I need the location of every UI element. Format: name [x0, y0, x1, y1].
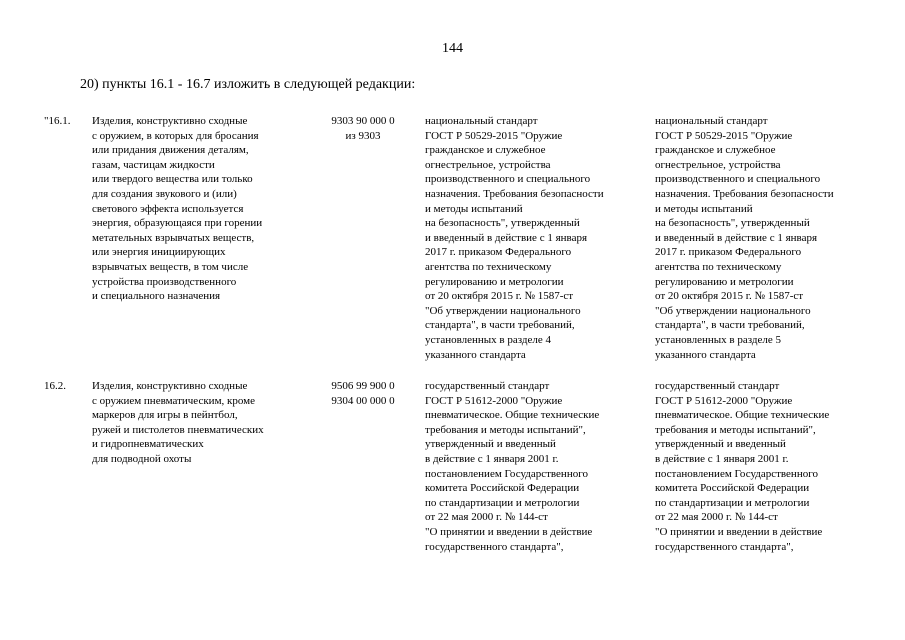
text-line: от 22 мая 2000 г. № 144-ст	[425, 511, 548, 524]
text-line: на безопасность", утвержденный	[425, 217, 580, 230]
text-line: газам, частицам жидкости	[92, 158, 215, 171]
text-line: взрывчатых веществ, в том числе	[92, 260, 249, 273]
text-line: и специального назначения	[92, 290, 221, 303]
text-line: с оружием пневматическим, кроме	[92, 394, 256, 407]
text-line: агентства по техническому	[425, 260, 552, 273]
text-line: ГОСТ Р 50529-2015 "Оружие	[655, 129, 793, 142]
text-line: установленных в разделе 4	[425, 333, 552, 346]
item-standard-b	[655, 114, 885, 362]
text-line: и введенный в действие с 1 января	[655, 231, 818, 244]
item-description	[92, 114, 312, 304]
text-line: установленных в разделе 5	[655, 333, 782, 346]
text-line: "Об утверждении национального	[655, 304, 811, 317]
text-line: пневматическое. Общие технические	[425, 409, 600, 422]
item-codes	[318, 379, 408, 408]
page-number: 144	[442, 41, 463, 56]
text-line: на безопасность", утвержденный	[655, 217, 810, 230]
text-line: пневматическое. Общие технические	[655, 409, 830, 422]
text-line: гражданское и служебное	[425, 144, 546, 157]
text-line: гражданское и служебное	[655, 144, 776, 157]
text-line: стандарта", в части требований,	[655, 319, 805, 332]
text-line: постановлением Государственного	[425, 467, 588, 480]
text-line: назначения. Требования безопасности	[655, 187, 834, 200]
text-line: и введенный в действие с 1 января	[425, 231, 588, 244]
text-line: от 20 октября 2015 г. № 1587-ст	[655, 290, 804, 303]
text-line: и методы испытаний	[655, 202, 753, 215]
text-line: указанного стандарта	[655, 348, 756, 361]
text-line: Изделия, конструктивно сходные	[92, 380, 248, 392]
text-line: огнестрельное, устройства	[655, 158, 781, 171]
text-line: и гидропневматических	[92, 438, 204, 451]
text-line: государственного стандарта",	[425, 540, 564, 553]
item-standard-a	[425, 114, 645, 362]
item-codes	[318, 114, 408, 143]
text-line: или энергия инициирующих	[92, 246, 226, 259]
text-line: и методы испытаний	[425, 202, 523, 215]
text-line: Изделия, конструктивно сходные	[92, 115, 248, 127]
text-line: огнестрельное, устройства	[425, 158, 551, 171]
text-line: для подводной охоты	[92, 452, 192, 465]
text-line: в действие с 1 января 2001 г.	[425, 452, 559, 465]
item-description	[92, 379, 312, 467]
text-line: от 22 мая 2000 г. № 144-ст	[655, 511, 778, 524]
text-line: ружей и пистолетов пневматических	[92, 423, 264, 436]
text-line: "О принятии и введении в действие	[425, 525, 593, 538]
text-line: или придания движения деталям,	[92, 144, 249, 157]
text-line: регулированию и метрологии	[425, 275, 564, 288]
text-line: стандарта", в части требований,	[425, 319, 575, 332]
text-line: "О принятии и введении в действие	[655, 525, 823, 538]
text-line: агентства по техническому	[655, 260, 782, 273]
text-line: утвержденный и введенный	[425, 438, 556, 451]
text-line: регулированию и метрологии	[655, 275, 794, 288]
text-line: по стандартизации и метрологии	[655, 496, 810, 509]
text-line: 9304 00 000 0	[331, 394, 395, 407]
text-line: маркеров для игры в пейнтбол,	[92, 409, 238, 422]
text-line: ГОСТ Р 51612-2000 "Оружие	[655, 394, 793, 407]
text-line: метательных взрывчатых веществ,	[92, 231, 255, 244]
text-line: светового эффекта используется	[92, 202, 244, 215]
text-line: для создания звукового и (или)	[92, 187, 237, 200]
text-line: устройства производственного	[92, 275, 237, 288]
text-line: государственный стандарт	[655, 380, 780, 392]
text-line: постановлением Государственного	[655, 467, 818, 480]
text-line: национальный стандарт	[655, 115, 768, 127]
text-line: в действие с 1 января 2001 г.	[655, 452, 789, 465]
text-line: 2017 г. приказом Федерального	[655, 246, 802, 259]
text-line: 9506 99 900 0	[331, 380, 395, 392]
item-standard-a	[425, 379, 645, 554]
text-line: назначения. Требования безопасности	[425, 187, 604, 200]
text-line: производственного и специального	[425, 173, 591, 186]
text-line: государственного стандарта",	[655, 540, 794, 553]
text-line: из 9303	[345, 129, 381, 142]
item-standard-b	[655, 379, 885, 554]
text-line: указанного стандарта	[425, 348, 526, 361]
text-line: утвержденный и введенный	[655, 438, 786, 451]
text-line: от 20 октября 2015 г. № 1587-ст	[425, 290, 574, 303]
text-line: комитета Российской Федерации	[655, 482, 810, 495]
item-number: 16.2.	[44, 380, 66, 392]
text-line: ГОСТ Р 51612-2000 "Оружие	[425, 394, 563, 407]
text-line: ГОСТ Р 50529-2015 "Оружие	[425, 129, 563, 142]
section-heading: 20) пункты 16.1 - 16.7 изложить в следующей редакции:	[80, 77, 416, 92]
text-line: энергия, образующаяся при горении	[92, 217, 263, 230]
text-line: комитета Российской Федерации	[425, 482, 580, 495]
text-line: с оружием, в которых для бросания	[92, 129, 259, 142]
text-line: национальный стандарт	[425, 115, 538, 127]
text-line: 9303 90 000 0	[331, 115, 395, 127]
text-line: 2017 г. приказом Федерального	[425, 246, 572, 259]
text-line: производственного и специального	[655, 173, 821, 186]
text-line: по стандартизации и метрологии	[425, 496, 580, 509]
text-line: или твердого вещества или только	[92, 173, 253, 186]
text-line: требования и методы испытаний",	[425, 423, 586, 436]
item-number: "16.1.	[44, 115, 71, 127]
text-line: требования и методы испытаний",	[655, 423, 816, 436]
text-line: государственный стандарт	[425, 380, 550, 392]
text-line: "Об утверждении национального	[425, 304, 581, 317]
